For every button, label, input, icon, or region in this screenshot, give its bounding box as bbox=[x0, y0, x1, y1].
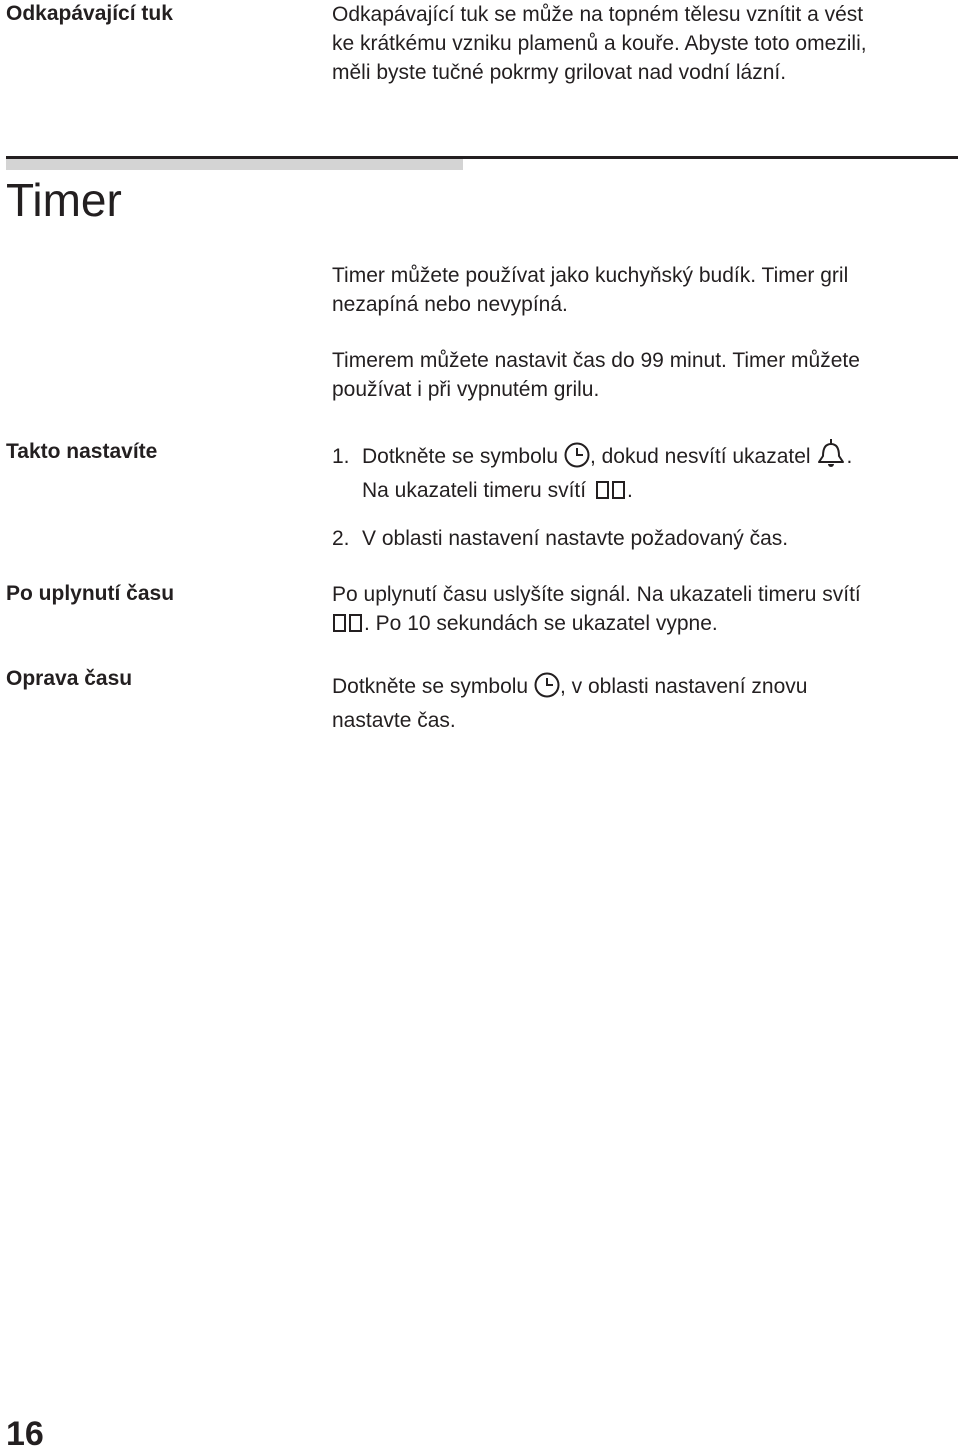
label-how-to-set: Takto nastavíte bbox=[6, 440, 158, 463]
bell-icon bbox=[816, 438, 846, 476]
text-line: Po uplynutí času uslyšíte signál. Na ukazateli timeru svítí bbox=[332, 583, 861, 606]
text-line: , v oblasti nastavení znovu bbox=[559, 675, 808, 698]
text-line: nastavte čas. bbox=[332, 709, 456, 732]
intro-paragraph-1 bbox=[332, 261, 952, 319]
section-rule-accent bbox=[6, 159, 463, 170]
label-correct-time: Oprava času bbox=[6, 667, 133, 690]
step-text: , dokud nesvítí ukazatel bbox=[589, 445, 811, 468]
text-line: používat i při vypnutém grilu. bbox=[332, 378, 600, 401]
page-number: 16 bbox=[6, 1415, 44, 1453]
step-number: 2. bbox=[332, 527, 350, 550]
label-dripping-fat: Odkapávající tuk bbox=[6, 2, 173, 25]
after-time-text bbox=[332, 580, 952, 640]
step-text: Na ukazateli timeru svítí bbox=[362, 479, 587, 502]
clock-icon bbox=[564, 442, 590, 476]
step-2 bbox=[332, 524, 952, 553]
intro-paragraph-2 bbox=[332, 346, 952, 404]
text-line: měli byste tučné pokrmy grilovat nad vodní lázní. bbox=[332, 61, 787, 84]
step-text: V oblasti nastavení nastavte požadovaný čas. bbox=[362, 527, 789, 550]
step-1 bbox=[332, 438, 952, 507]
text-line: Timerem můžete nastavit čas do 99 minut. Timer můžete bbox=[332, 349, 860, 372]
text-line: ke krátkému vzniku plamenů a kouře. Abyste toto omezili, bbox=[332, 32, 867, 55]
display-value bbox=[595, 478, 627, 507]
step-text: . bbox=[846, 445, 853, 468]
step-text: . bbox=[626, 479, 633, 502]
correct-time-text bbox=[332, 672, 952, 735]
clock-icon bbox=[534, 672, 560, 706]
display-value bbox=[332, 611, 364, 640]
text-line: . Po 10 sekundách se ukazatel vypne. bbox=[364, 612, 718, 635]
step-text: Dotkněte se symbolu bbox=[362, 445, 559, 468]
label-after-time: Po uplynutí času bbox=[6, 582, 175, 605]
step-number: 1. bbox=[332, 445, 350, 468]
text-line: Odkapávající tuk se může na topném tělesu vznítit a vést bbox=[332, 3, 864, 26]
text-line: nezapíná nebo nevypíná. bbox=[332, 293, 568, 316]
section-title: Timer bbox=[6, 174, 122, 226]
dripping-fat-text bbox=[332, 0, 952, 87]
text-line: Dotkněte se symbolu bbox=[332, 675, 529, 698]
text-line: Timer můžete používat jako kuchyňský budík. Timer gril bbox=[332, 264, 849, 287]
